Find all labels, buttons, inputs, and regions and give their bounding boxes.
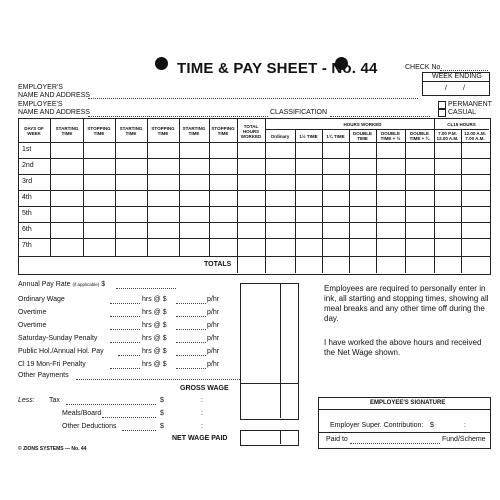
other-deductions-colon: : xyxy=(201,423,203,430)
meals-colon: : xyxy=(201,410,203,417)
tax-colon: : xyxy=(201,397,203,404)
pay-amount-column xyxy=(240,283,299,420)
day-row-label: 7th xyxy=(22,242,32,249)
employer-label: EMPLOYER'S xyxy=(18,84,63,91)
date-separator: / xyxy=(445,85,447,92)
hours-worked-header: HOURS WORKED xyxy=(343,121,382,127)
col-header: STOPPING TIME xyxy=(151,126,175,136)
day-row-label: 4th xyxy=(22,194,32,201)
fund-label: Fund/Scheme xyxy=(442,436,486,443)
check-no-label: CHECK No. xyxy=(405,64,443,71)
pay-row-per: p/hr xyxy=(207,348,220,355)
pay-row-per: p/hr xyxy=(207,361,220,368)
pay-row-label: Cl 19 Mon-Fri Penalty xyxy=(18,361,86,368)
week-ending-label: WEEK ENDING xyxy=(432,73,482,80)
employee-label-2: NAME AND ADDRESS xyxy=(18,109,90,116)
cl15-col-a: 7.00 P.M. 12.00 A.M. xyxy=(436,131,459,141)
meals-currency: $ xyxy=(160,410,164,417)
pay-row-label: Saturday-Sunday Penalty xyxy=(18,335,98,342)
hw-col-header: DOUBLE TIME xyxy=(353,131,372,141)
annual-pay-rate-label: Annual Pay Rate (if applicable) $ xyxy=(18,281,106,288)
casual-checkbox[interactable] xyxy=(438,109,446,117)
pay-row-label: Ordinary Wage xyxy=(18,296,65,303)
declaration-text: I have worked the above hours and received the Net Wage shown. xyxy=(324,338,482,357)
punch-hole-left xyxy=(155,57,168,70)
day-row-label: 3rd xyxy=(22,178,33,185)
hw-col-header: 1½ TIME xyxy=(299,133,318,139)
pay-row-hrs: hrs @ $ xyxy=(142,348,167,355)
pay-row-hrs: hrs @ $ xyxy=(142,322,167,329)
pay-row-hrs: hrs @ $ xyxy=(142,309,167,316)
tax-label: Tax xyxy=(49,397,60,404)
other-deductions-currency: $ xyxy=(160,423,164,430)
net-wage-box xyxy=(240,430,299,446)
days-header: DAYS OF WEEK xyxy=(24,126,44,136)
employee-label: EMPLOYEE'S xyxy=(18,101,63,108)
pay-row-per: p/hr xyxy=(207,335,220,342)
col-header: STOPPING TIME xyxy=(87,126,111,136)
classification-label: CLASSIFICATION xyxy=(270,109,328,116)
gross-wage-label: GROSS WAGE xyxy=(180,385,229,392)
col-header: STARTING TIME xyxy=(55,126,79,136)
super-colon: : xyxy=(464,422,466,429)
paid-to-label: Paid to xyxy=(326,436,348,443)
permanent-checkbox[interactable] xyxy=(438,101,446,109)
col-header: STOPPING TIME xyxy=(211,126,235,136)
day-row-label: 2nd xyxy=(22,162,34,169)
total-hours-header: TOTAL HOURS WORKED xyxy=(240,123,262,139)
page-title: TIME & PAY SHEET - No. 44 xyxy=(177,60,378,77)
tax-currency: $ xyxy=(160,397,164,404)
other-deductions-label: Other Deductions xyxy=(62,423,117,430)
pay-row-per: p/hr xyxy=(207,309,220,316)
hw-col-header: 1¾ TIME xyxy=(326,133,345,139)
pay-row-label: Overtime xyxy=(18,322,47,329)
casual-label: CASUAL xyxy=(448,109,477,116)
pay-row-label: Public Hol./Annual Hol. Pay xyxy=(18,348,104,355)
hw-col-header: DOUBLE TIME + ¾ xyxy=(409,131,430,141)
date-separator: / xyxy=(463,85,465,92)
pay-row-hrs: hrs @ $ xyxy=(142,296,167,303)
col-header: STARTING TIME xyxy=(182,126,206,136)
cl15-header: CL15 HOURS xyxy=(447,121,476,127)
permanent-label: PERMANENT xyxy=(448,101,492,108)
signature-label: EMPLOYEE'S SIGNATURE xyxy=(370,400,446,406)
cl15-col-b: 12.00 A.M. 7.00 A.M. xyxy=(464,131,486,141)
pay-row-hrs: hrs @ $ xyxy=(142,335,167,342)
hw-col-header: DOUBLE TIME + ½ xyxy=(380,131,401,141)
pay-row-per: p/hr xyxy=(207,322,220,329)
other-payments-label: Other Payments xyxy=(18,372,69,379)
super-currency: $ xyxy=(430,422,434,429)
super-label: Employer Super. Contribution: xyxy=(330,422,424,429)
employer-label-2: NAME AND ADDRESS xyxy=(18,92,90,99)
totals-label: TOTALS xyxy=(204,261,232,268)
pay-row-per: p/hr xyxy=(207,296,220,303)
day-row-label: 6th xyxy=(22,226,32,233)
day-row-label: 1st xyxy=(22,146,32,153)
pay-row-hrs: hrs @ $ xyxy=(142,361,167,368)
footer-credit: © ZIONS SYSTEMS — No. 44 xyxy=(18,446,87,452)
day-row-label: 5th xyxy=(22,210,32,217)
meals-label: Meals/Board xyxy=(62,410,102,417)
net-wage-label: NET WAGE PAID xyxy=(172,435,228,442)
less-label: Less: xyxy=(18,397,35,404)
pay-row-label: Overtime xyxy=(18,309,47,316)
hw-col-header: Ordinary xyxy=(270,133,290,139)
notice-text: Employees are required to personally enter in ink, all starting and stopping times, showing all meal breaks and any other time off during the day. xyxy=(324,284,489,323)
col-header: STARTING TIME xyxy=(119,126,143,136)
